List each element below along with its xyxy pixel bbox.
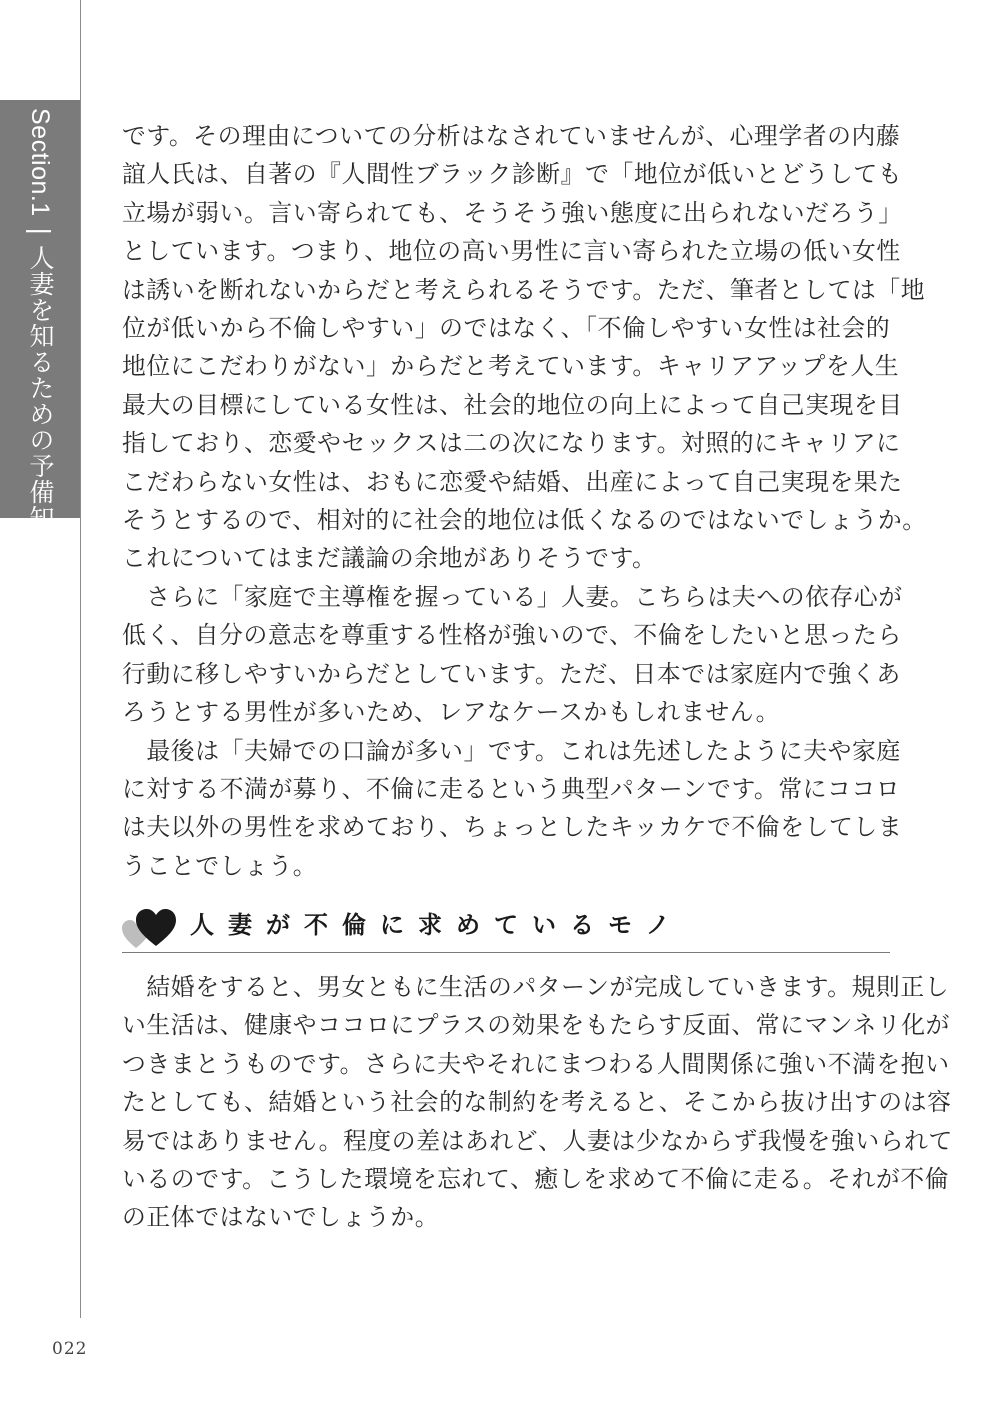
text-line: 位が低いから不倫しやすい」のではなく、「不倫しやすい女性は社会的 — [122, 314, 891, 343]
double-heart-icon — [122, 902, 182, 952]
text-line: いるのです。こうした環境を忘れて、癒しを求めて不倫に走る。それが不倫 — [122, 1165, 950, 1194]
text-line: です。その理由についての分析はなされていませんが、心理学者の内藤 — [122, 122, 901, 150]
text-line: に対する不満が募り、不倫に走るという典型パターンです。常にココロ — [122, 774, 901, 803]
text-line: つきまとうものです。さらに夫やそれにまつわる人間関係に強い不満を抱い — [122, 1049, 950, 1078]
section-sidebar-label — [18, 108, 62, 557]
section-title: 人妻を知るための予備知識 — [26, 245, 55, 558]
text-line: 最大の目標にしている女性は、社会的地位の向上によって自己実現を目 — [122, 390, 903, 419]
text-line: 地位にこだわりがない」からだと考えています。キャリアアップを人生 — [122, 352, 900, 381]
text-line: こだわらない女性は、おもに恋愛や結婚、出産によって自己実現を果た — [122, 467, 903, 496]
section-separator: | — [26, 226, 55, 236]
section-heading — [122, 902, 890, 953]
body-text-block-2 — [122, 968, 953, 1237]
text-line: は夫以外の男性を求めており、ちょっとしたキッカケで不倫をしてしま — [122, 813, 903, 842]
text-line: 指しており、恋愛やセックスは二の次になります。対照的にキャリアに — [122, 429, 901, 458]
text-line: ろうとする男性が多いため、レアなケースかもしれません。 — [122, 698, 780, 727]
text-line: い生活は、健康やココロにプラスの効果をもたらす反面、常にマンネリ化が — [122, 1011, 951, 1040]
text-line: これについてはまだ議論の余地がありそうです。 — [122, 544, 657, 573]
page-number: 022 — [52, 1339, 88, 1359]
text-line: の正体ではないでしょうか。 — [122, 1203, 440, 1232]
text-line: 最後は「夫婦での口論が多い」です。これは先述したように夫や家庭 — [122, 736, 901, 765]
text-line: 結婚をすると、男女ともに生活のパターンが完成していきます。規則正し — [122, 973, 950, 1001]
text-line: 行動に移しやすいからだとしています。ただ、日本では家庭内で強くあ — [122, 659, 901, 688]
body-text-block-1 — [122, 117, 927, 885]
margin-rule — [80, 0, 81, 1318]
heading-title: 人妻が不倫に求めているモノ — [190, 911, 684, 939]
text-line: さらに「家庭で主導権を握っている」人妻。こちらは夫への依存心が — [122, 582, 903, 611]
text-line: としています。つまり、地位の高い男性に言い寄られた立場の低い女性 — [122, 237, 901, 266]
text-line: は誘いを断れないからだと考えられるそうです。ただ、筆者としては「地 — [122, 275, 926, 304]
text-line: 低く、自分の意志を尊重する性格が強いので、不倫をしたいと思ったら — [122, 621, 902, 650]
text-line: うことでしょう。 — [122, 851, 318, 880]
text-line: 易ではありません。程度の差はあれど、人妻は少なからず我慢を強いられて — [122, 1126, 953, 1155]
text-line: 誼人氏は、自著の『人間性ブラック診断』で「地位が低いとどうしても — [122, 160, 903, 189]
text-line: そうとするので、相対的に社会的地位は低くなるのではないでしょうか。 — [122, 506, 927, 535]
section-number: Section.1 — [26, 108, 54, 217]
text-line: たとしても、結婚という社会的な制約を考えると、そこから抜け出すのは容 — [122, 1088, 952, 1117]
text-line: 立場が弱い。言い寄られても、そうそう強い態度に出られないだろう」 — [122, 198, 903, 227]
